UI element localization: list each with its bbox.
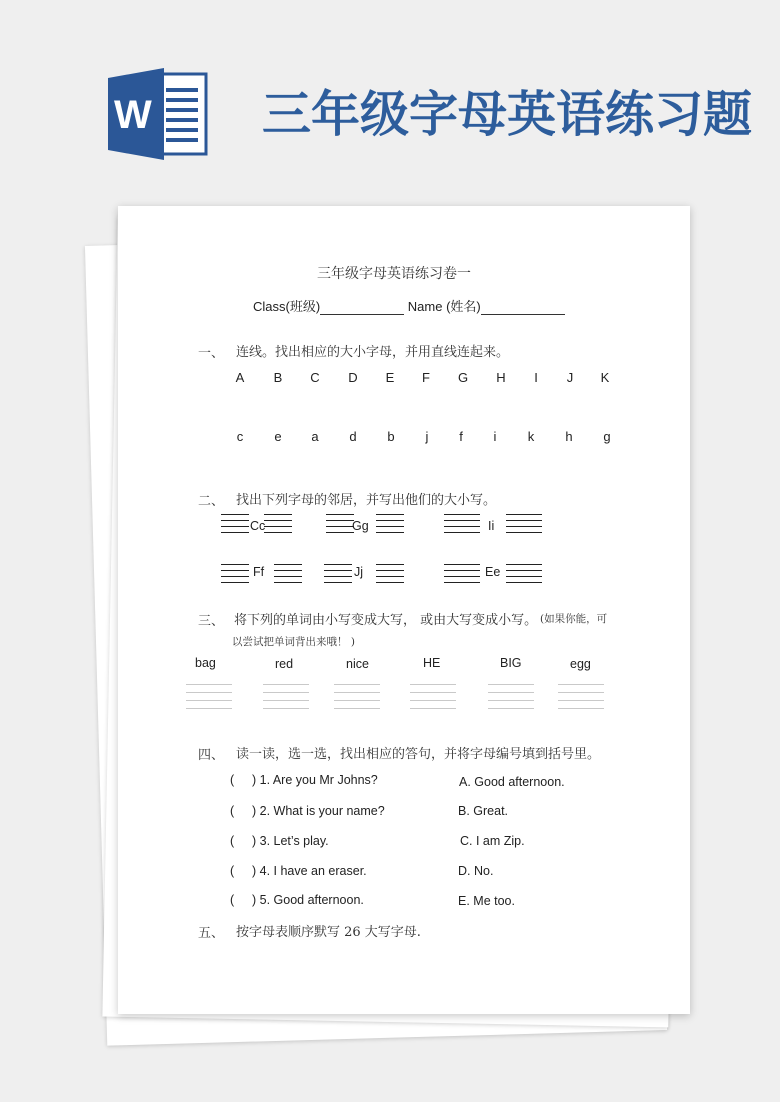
upper-letter: H <box>496 370 506 385</box>
upper-letter: G <box>457 370 469 385</box>
letter-pair: Gg <box>352 519 369 533</box>
q4-number: 四、 <box>198 748 225 763</box>
upper-letter: E <box>385 370 395 385</box>
q1-instruction: 连线。找出相应的大小字母，并用直线连起来。 <box>236 345 510 360</box>
upper-letter: B <box>273 370 283 385</box>
letter-pair: Cc <box>250 519 266 533</box>
document-title: 三年级字母英语练习卷一 <box>317 266 471 282</box>
upper-letter: F <box>422 370 430 385</box>
q5-number: 五、 <box>198 926 225 941</box>
answer-option: B. Great. <box>458 804 509 818</box>
q3-note-continued: 以尝试把单词背出来哦！ ) <box>232 636 355 648</box>
lower-letter: a <box>311 429 319 444</box>
word: bag <box>195 656 216 670</box>
question-item: ( ) 1. Are you Mr Johns? <box>230 773 378 787</box>
name-blank <box>481 302 565 315</box>
lower-letter: g <box>603 429 611 444</box>
upper-letter: J <box>566 370 574 385</box>
svg-text:W: W <box>114 93 152 137</box>
q2-number: 二、 <box>198 494 225 509</box>
word: egg <box>570 657 591 671</box>
question-item: ( ) 3. Let’s play. <box>230 834 329 848</box>
letter-pair: Jj <box>354 565 364 579</box>
letter-pair: Ii <box>488 519 495 533</box>
lower-letter: c <box>236 429 244 444</box>
answer-option: C. I am Zip. <box>460 834 525 848</box>
letter-pair: Ee <box>485 565 501 579</box>
q3-instruction: 将下列的单词由小写变成大写， 或由大写变成小写。 <box>234 613 538 628</box>
q2-instruction: 找出下列字母的邻居，并写出他们的大小写。 <box>236 493 497 508</box>
upper-letter: I <box>534 370 538 385</box>
word: nice <box>346 657 369 671</box>
lower-letter: b <box>387 429 395 444</box>
lower-letter: f <box>459 429 463 444</box>
lower-letter: k <box>527 429 535 444</box>
lower-letter: h <box>565 429 573 444</box>
word-logo-icon <box>108 68 208 160</box>
q5-instruction: 按字母表顺序默写 26 大写字母. <box>236 925 421 940</box>
lower-letter: j <box>425 429 429 444</box>
document-page <box>118 206 690 1014</box>
q4-instruction: 读一读，选一选，找出相应的答句，并将字母编号填到括号里。 <box>236 747 601 762</box>
lower-letter: i <box>493 429 497 444</box>
banner-title: 三年级字母英语练习题 <box>262 85 753 143</box>
answer-option: D. No. <box>458 864 494 878</box>
class-blank <box>320 302 404 315</box>
word: HE <box>423 656 441 670</box>
class-label: Class(班级) <box>253 299 321 314</box>
answer-option: A. Good afternoon. <box>459 775 565 789</box>
answer-option: E. Me too. <box>458 894 515 908</box>
upper-letter: C <box>310 370 320 385</box>
word: BIG <box>500 656 522 670</box>
q3-number: 三、 <box>198 614 225 629</box>
name-label: Name (姓名) <box>407 299 481 314</box>
upper-letter: K <box>600 370 610 385</box>
question-item: ( ) 2. What is your name? <box>230 804 385 818</box>
upper-letter: A <box>235 370 245 385</box>
class-name-line <box>253 296 565 315</box>
q3-note: (如果你能，可 <box>540 613 608 625</box>
word: red <box>275 657 294 671</box>
question-item: ( ) 4. I have an eraser. <box>230 864 367 878</box>
letter-pair: Ff <box>253 565 265 579</box>
q1-number: 一、 <box>198 346 225 361</box>
upper-letter: D <box>348 370 358 385</box>
lower-letter: e <box>274 429 282 444</box>
question-item: ( ) 5. Good afternoon. <box>230 893 364 907</box>
lower-letter: d <box>349 429 357 444</box>
